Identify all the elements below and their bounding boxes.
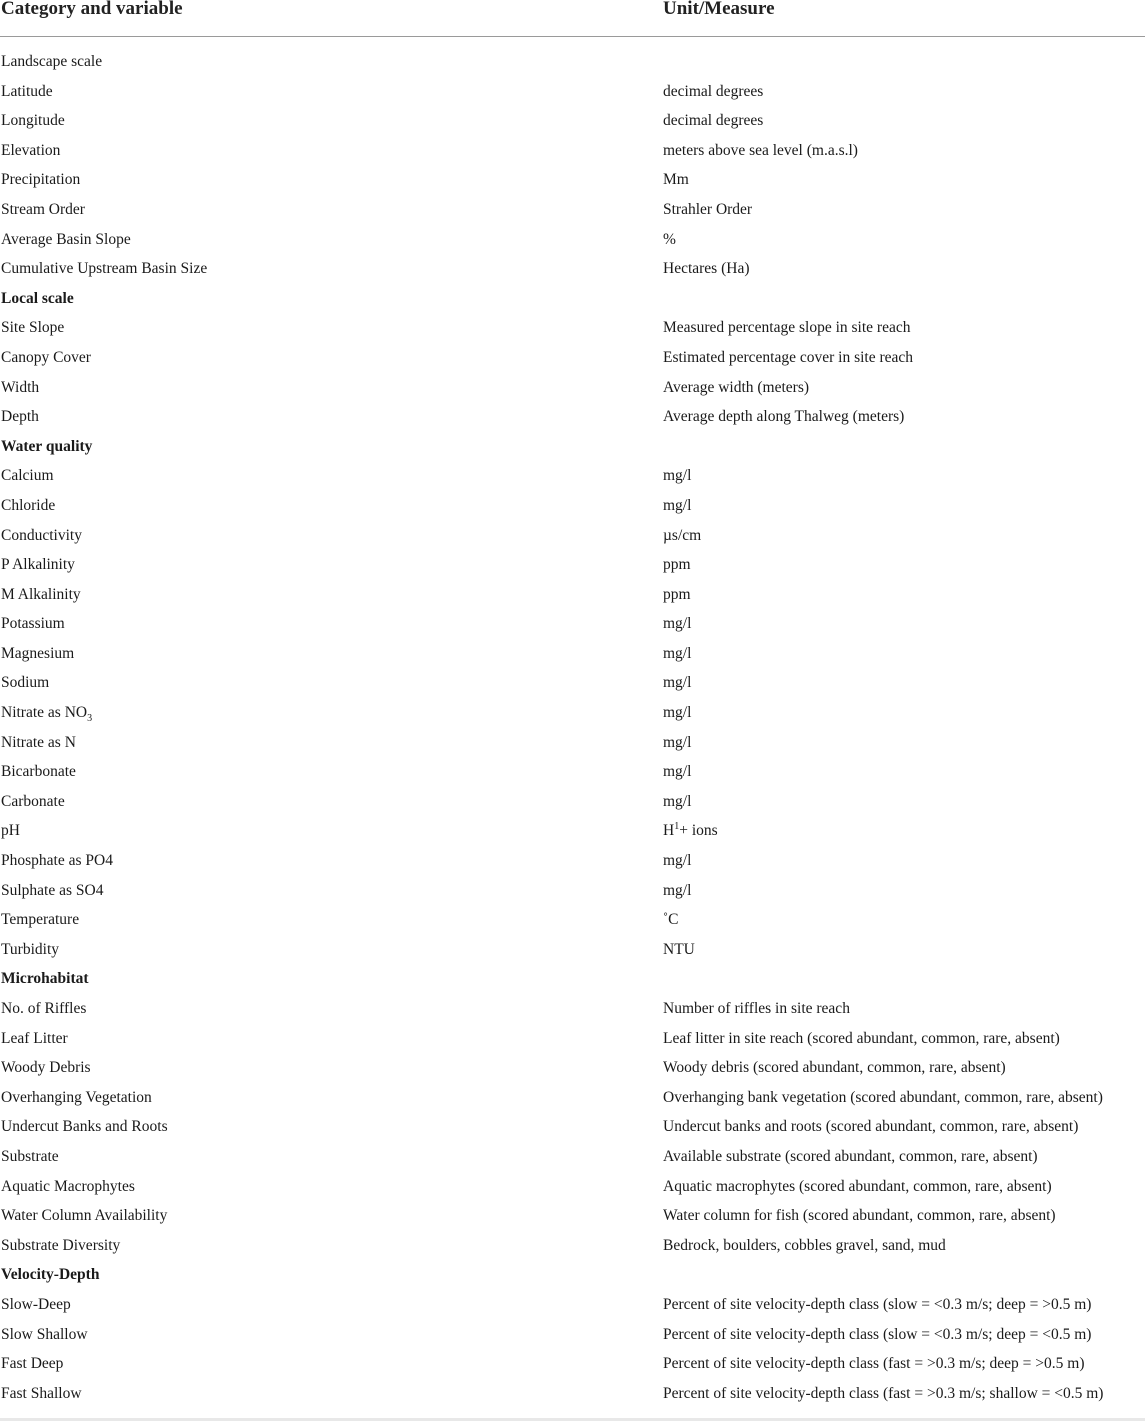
unit-cell [663, 1385, 1103, 1403]
table-row [0, 344, 1145, 374]
table-row [0, 669, 1145, 699]
table-row [0, 699, 1145, 729]
table-row [0, 551, 1145, 581]
unit-cell [663, 319, 910, 337]
variable-cell [1, 1178, 135, 1196]
variable-cell [1, 1207, 167, 1225]
unit-text: Average width (meters) [663, 378, 810, 396]
unit-cell [663, 941, 695, 959]
unit-text: decimal degrees [663, 112, 764, 130]
variable-cell [1, 142, 60, 160]
variable-cell [1, 1296, 71, 1314]
unit-cell [663, 1148, 1038, 1166]
unit-cell [663, 1089, 1103, 1107]
variable-cell [1, 319, 64, 337]
unit-cell [663, 497, 691, 515]
variable-cell [1, 882, 103, 900]
table-row [0, 492, 1145, 522]
unit-cell [663, 793, 691, 811]
unit-cell [663, 674, 691, 692]
variable-cell [1, 911, 79, 929]
table-row [0, 906, 1145, 936]
variable-cell [1, 556, 75, 574]
unit-text: mg/l [663, 674, 692, 692]
variable-cell [1, 1059, 91, 1077]
unit-text: % [663, 230, 676, 248]
variable-text: Potassium [1, 615, 65, 633]
variable-text: Elevation [1, 141, 61, 159]
unit-text: Average depth along Thalweg (meters) [663, 408, 905, 426]
variable-text: Water quality [1, 437, 93, 455]
variable-text: P Alkalinity [1, 556, 75, 574]
table-row [0, 1291, 1145, 1321]
unit-text: mg/l [663, 467, 692, 485]
variable-cell [1, 231, 131, 249]
unit-text: mg/l [663, 704, 692, 722]
table-row [0, 788, 1145, 818]
variable-cell [1, 822, 20, 840]
unit-cell [663, 704, 691, 722]
table-row [0, 374, 1145, 404]
variable-text: Average Basin Slope [1, 230, 131, 248]
variable-cell [1, 527, 82, 545]
unit-text: Strahler Order [663, 200, 753, 218]
variable-cell [1, 793, 65, 811]
table-row [0, 1025, 1145, 1055]
variable-text: Nitrate as NO [1, 704, 88, 722]
variable-text: Water Column Availability [1, 1207, 168, 1225]
variable-text: Aquatic Macrophytes [1, 1177, 135, 1195]
unit-text: Water column for fish (scored abundant, common, rare, absent) [663, 1207, 1056, 1225]
table-row [0, 226, 1145, 256]
variable-text: Local scale [1, 289, 74, 307]
variable-cell [1, 734, 76, 752]
unit-text: mg/l [663, 881, 692, 899]
unit-text: mg/l [663, 792, 692, 810]
variable-text: Sulphate as SO4 [1, 881, 104, 899]
variable-text: Longitude [1, 112, 65, 130]
table-row [0, 640, 1145, 670]
unit-text: Percent of site velocity-depth class (fast = >0.3 m/s; deep = >0.5 m) [663, 1355, 1085, 1373]
variable-text: No. of Riffles [1, 1000, 87, 1017]
variable-text: Site Slope [1, 319, 65, 337]
unit-cell [663, 83, 763, 101]
unit-cell [663, 527, 701, 545]
unit-cell [663, 882, 691, 900]
variable-text: Velocity-Depth [1, 1266, 100, 1284]
unit-text: µs/cm [663, 526, 702, 544]
variable-text: Width [1, 378, 40, 396]
unit-cell [663, 1355, 1085, 1373]
variable-text: Stream Order [1, 200, 85, 218]
unit-cell [663, 349, 913, 367]
unit-text: ppm [663, 556, 691, 574]
variable-text: Substrate Diversity [1, 1236, 121, 1254]
variable-text: Fast Shallow [1, 1384, 82, 1402]
unit-cell [663, 763, 691, 781]
variable-text: Depth [1, 408, 39, 426]
table-row [0, 314, 1145, 344]
variable-cell [1, 171, 80, 189]
variable-cell [1, 497, 55, 515]
unit-cell [663, 1296, 1091, 1314]
variable-cell [1, 1385, 82, 1403]
variable-text: Calcium [1, 467, 54, 485]
unit-text: Hectares (Ha) [663, 260, 750, 278]
variable-text: Microhabitat [1, 970, 89, 988]
variable-cell [1, 379, 39, 397]
section-heading [1, 290, 74, 308]
unit-text: mg/l [663, 852, 692, 870]
section-row [0, 48, 1145, 78]
unit-text: Mm [663, 171, 689, 189]
table-row [0, 877, 1145, 907]
unit-text: meters above sea level (m.a.s.l) [663, 141, 858, 159]
unit-cell [663, 142, 858, 160]
unit-text: decimal degrees [663, 82, 764, 100]
variable-text: Slow Shallow [1, 1325, 88, 1343]
unit-text: Estimated percentage cover in site reach [663, 348, 914, 366]
unit-text: Undercut banks and roots (scored abundant, common, rare, absent) [663, 1118, 1079, 1136]
unit-cell [663, 260, 749, 278]
variable-cell [1, 408, 39, 426]
variable-text: Slow-Deep [1, 1295, 71, 1313]
unit-text: Percent of site velocity-depth class (slow = <0.3 m/s; deep = >0.5 m) [663, 1295, 1092, 1313]
section-heading [1, 53, 102, 71]
table-row [0, 1173, 1145, 1203]
table-row [0, 137, 1145, 167]
unit-cell [663, 645, 691, 663]
variable-cell [1, 586, 81, 604]
variable-text: Leaf Litter [1, 1029, 68, 1047]
unit-cell [663, 734, 691, 752]
unit-cell [663, 1118, 1078, 1136]
unit-text: Available substrate (scored abundant, common, rare, absent) [663, 1147, 1038, 1165]
unit-text: Bedrock, boulders, cobbles gravel, sand, mud [663, 1236, 946, 1254]
variable-cell [1, 112, 65, 130]
unit-text: mg/l [663, 615, 692, 633]
variable-text: Nitrate as N [1, 733, 76, 751]
variable-subscript: 3 [87, 713, 93, 725]
unit-cell [663, 556, 691, 574]
unit-cell [663, 379, 809, 397]
variable-cell [1, 1355, 63, 1373]
table-row [0, 1143, 1145, 1173]
variable-cell [1, 1118, 168, 1136]
unit-text: mg/l [663, 763, 692, 781]
variable-cell [1, 1089, 152, 1107]
unit-cell [663, 1000, 850, 1018]
unit-text: mg/l [663, 496, 692, 514]
unit-cell [663, 822, 718, 840]
variable-text: M Alkalinity [1, 585, 81, 603]
variable-cell [1, 763, 76, 781]
variable-text: Bicarbonate [1, 763, 76, 781]
variable-cell [1, 645, 74, 663]
section-row [0, 1261, 1145, 1291]
unit-cell [663, 1030, 1060, 1048]
unit-text: Percent of site velocity-depth class (fast = >0.3 m/s; shallow = <0.5 m) [663, 1384, 1104, 1402]
unit-cell [663, 1326, 1091, 1344]
table-row [0, 255, 1145, 285]
table-row [0, 1084, 1145, 1114]
table-row [0, 522, 1145, 552]
table-row [0, 403, 1145, 433]
variable-cell [1, 201, 85, 219]
variable-text: Latitude [1, 82, 53, 100]
variable-text: Turbidity [1, 940, 60, 958]
table-row [0, 107, 1145, 137]
variable-text: Conductivity [1, 526, 82, 544]
table-row [0, 1232, 1145, 1262]
variable-text: Phosphate as PO4 [1, 852, 113, 870]
table-row [0, 1113, 1145, 1143]
variable-text: Fast Deep [1, 1355, 64, 1373]
unit-cell [663, 1207, 1056, 1225]
unit-text: Measured percentage slope in site reach [663, 319, 911, 337]
unit-cell [663, 852, 691, 870]
table-row [0, 196, 1145, 226]
variable-cell [1, 615, 65, 633]
variable-cell [1, 1326, 88, 1344]
variable-text: Chloride [1, 496, 56, 514]
section-heading [1, 970, 89, 988]
section-row [0, 285, 1145, 315]
unit-text: ˚C [663, 911, 679, 929]
unit-text-after: + ions [679, 822, 718, 840]
variable-text: Precipitation [1, 171, 81, 189]
variable-cell [1, 349, 91, 367]
table-row [0, 610, 1145, 640]
table-header [0, 0, 1145, 37]
unit-cell [663, 467, 691, 485]
unit-cell [663, 615, 691, 633]
unit-cell [663, 408, 904, 426]
unit-text: Overhanging bank vegetation (scored abundant, common, rare, absent) [663, 1088, 1103, 1106]
variable-cell [1, 941, 59, 959]
variable-text: Canopy Cover [1, 348, 91, 366]
table-row [0, 462, 1145, 492]
unit-cell [663, 586, 691, 604]
unit-text: Woody debris (scored abundant, common, rare, absent) [663, 1059, 1006, 1077]
unit-cell [663, 911, 679, 929]
table-row [0, 936, 1145, 966]
variable-cell [1, 1000, 86, 1018]
table-row [0, 1202, 1145, 1232]
variable-cell [1, 260, 207, 278]
table-row [0, 1380, 1145, 1410]
variable-cell [1, 467, 54, 485]
variable-cell [1, 83, 53, 101]
section-heading [1, 438, 92, 456]
unit-text: mg/l [663, 733, 692, 751]
table-row [0, 166, 1145, 196]
header-category-variable: Category and variable [1, 0, 183, 19]
variable-cell [1, 1237, 120, 1255]
table-row [0, 78, 1145, 108]
unit-text: NTU [663, 940, 695, 958]
unit-cell [663, 112, 763, 130]
variable-text: Landscape scale [1, 53, 103, 70]
variable-text: Undercut Banks and Roots [1, 1118, 168, 1136]
variable-cell [1, 704, 93, 725]
table-row [0, 729, 1145, 759]
header-unit-measure: Unit/Measure [663, 0, 775, 19]
unit-text: Aquatic macrophytes (scored abundant, common, rare, absent) [663, 1177, 1052, 1195]
table-row [0, 1054, 1145, 1084]
variable-text: Carbonate [1, 792, 65, 810]
unit-text: Leaf litter in site reach (scored abundant, common, rare, absent) [663, 1029, 1060, 1047]
table-row [0, 1350, 1145, 1380]
unit-cell [663, 231, 676, 249]
variable-text: Sodium [1, 674, 50, 692]
variable-text: pH [1, 822, 20, 840]
section-row [0, 965, 1145, 995]
section-row [0, 433, 1145, 463]
variable-text: Overhanging Vegetation [1, 1088, 152, 1106]
section-heading [1, 1266, 99, 1284]
variable-text: Magnesium [1, 644, 75, 662]
table-body [0, 48, 1145, 1409]
variable-cell [1, 674, 49, 692]
unit-cell [663, 201, 752, 219]
table-row [0, 817, 1145, 847]
table-row [0, 847, 1145, 877]
table-row [0, 758, 1145, 788]
unit-text: ppm [663, 585, 691, 603]
variable-cell [1, 852, 113, 870]
unit-text: mg/l [663, 644, 692, 662]
table-row [0, 995, 1145, 1025]
variable-text: Temperature [1, 911, 80, 929]
unit-cell [663, 1237, 946, 1255]
variable-text: Substrate [1, 1147, 59, 1165]
unit-text: H [663, 822, 675, 840]
variable-text: Cumulative Upstream Basin Size [1, 260, 208, 278]
variable-cell [1, 1148, 59, 1166]
unit-superscript: 1 [674, 821, 680, 833]
table-row [0, 1321, 1145, 1351]
unit-text: Number of riffles in site reach [663, 1000, 850, 1017]
unit-cell [663, 1178, 1052, 1196]
unit-text: Percent of site velocity-depth class (slow = <0.3 m/s; deep = <0.5 m) [663, 1325, 1092, 1343]
unit-cell [663, 1059, 1006, 1077]
unit-cell [663, 171, 689, 189]
variable-cell [1, 1030, 68, 1048]
table-row [0, 581, 1145, 611]
variable-text: Woody Debris [1, 1059, 91, 1077]
